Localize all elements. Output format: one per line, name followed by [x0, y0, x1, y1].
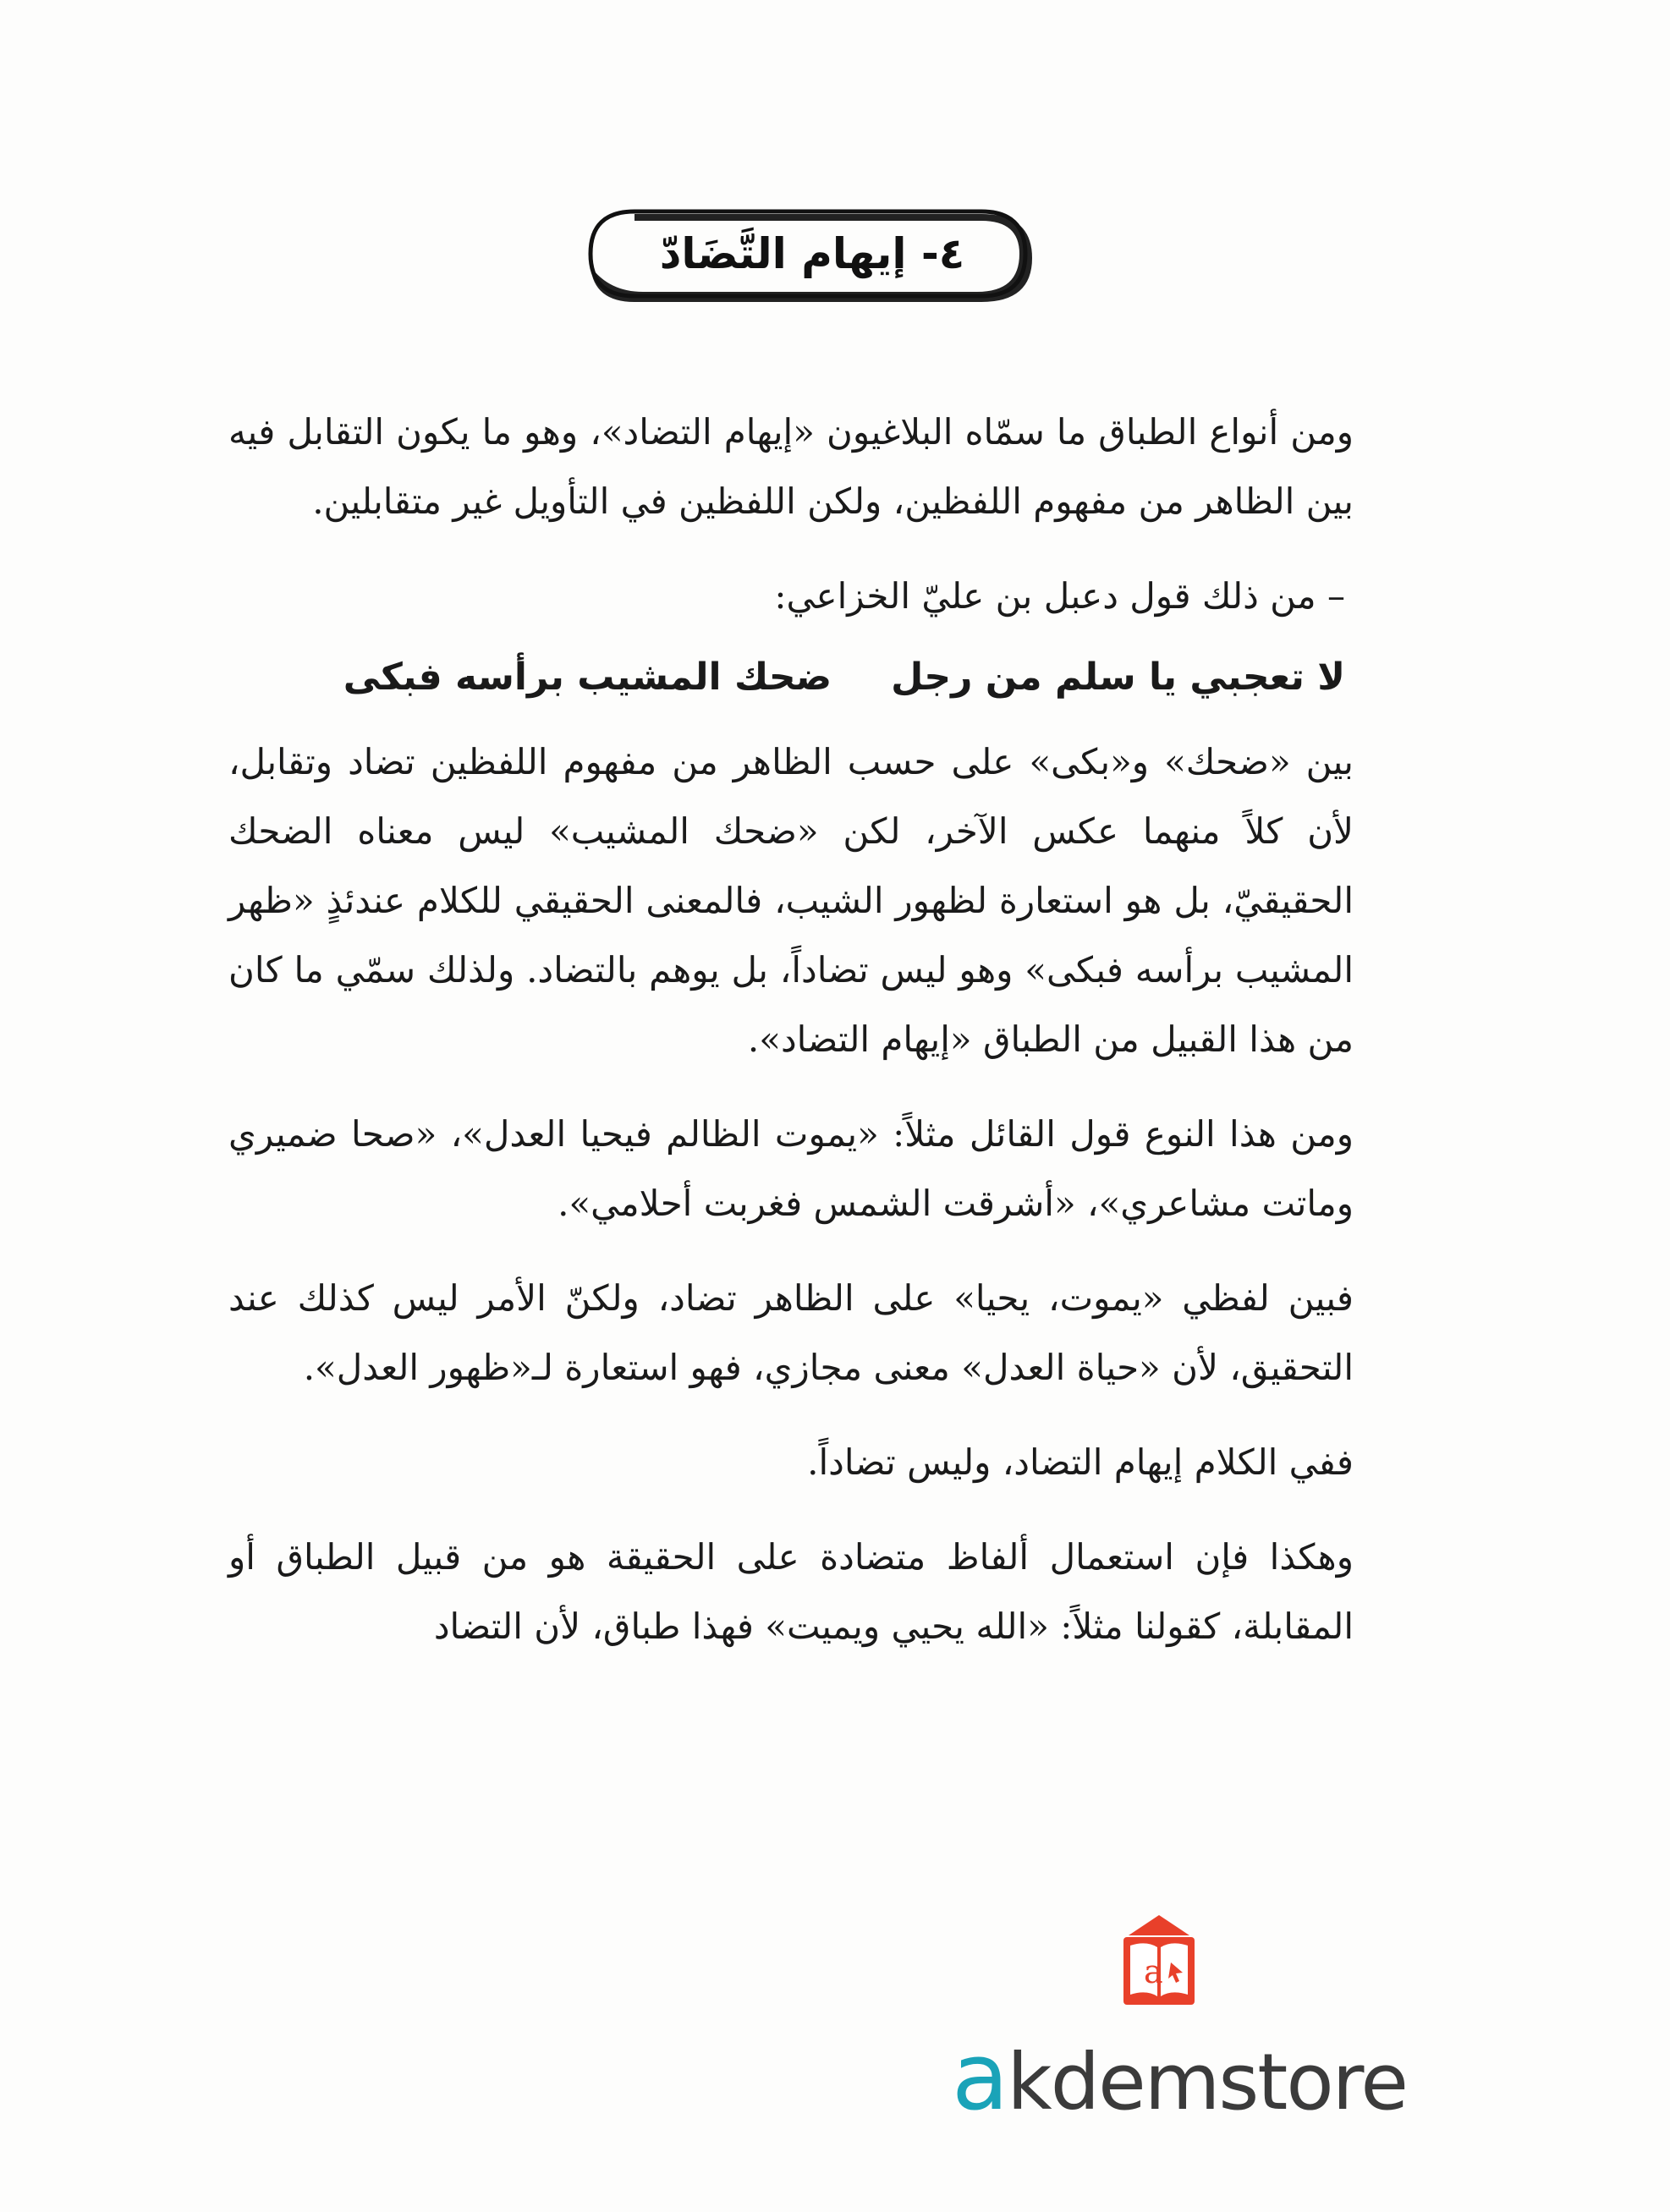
paragraph-explanation: بين «ضحك» و«بكى» على حسب الظاهر من مفهوم اللفظين تضاد وتقابل، لأن كلاً منهما عكس الآخر، لكن «ضحك المشيب» ليس معناه الضحك الحقيقيّ، بل هو استعارة لظهور الشيب، فالمعنى الحقيقي للكلام عندئذٍ «ظهر المشيب برأسه فبكى» وهو ليس تضاداً، بل يوهم بالتضاد. ولذلك سمّي ما كان من هذا القبيل من الطباق «إيهام التضاد». [228, 741, 1354, 1060]
verse-first-hemistich: لا تعجبي يا سلم من رجل [891, 656, 1345, 699]
logo-wordmark [952, 2023, 1408, 2131]
paragraph-examples: ومن هذا النوع قول القائل مثلاً: «يموت الظالم فيحيا العدل»، «صحا ضميري وماتت مشاعري»، «أشرقت الشمس فغربت أحلامي». [228, 1113, 1354, 1224]
poem-introduction: – من ذلك قول دعبل بن عليّ الخزاعي: [774, 575, 1345, 617]
paragraph-conclusion: ففي الكلام إيهام التضاد، وليس تضاداً. [807, 1441, 1354, 1483]
section-title-banner [584, 207, 1041, 309]
paragraph-intro: ومن أنواع الطباق ما سمّاه البلاغيون «إيهام التضاد»، وهو ما يكون التقابل فيه بين الظاهر من مفهوم اللفظين، ولكن اللفظين في التأويل غير متقابلين. [228, 411, 1354, 522]
verse-second-hemistich: ضحك المشيب برأسه فبكى [343, 656, 832, 699]
body-text [228, 398, 1354, 1687]
logo-accent-letter: a [952, 2023, 1008, 2131]
akdemstore-logo [952, 1912, 1408, 2165]
paragraph-continuation: وهكذا فإن استعمال ألفاظ متضادة على الحقيقة هو من قبيل الطباق أو المقابلة، كقولنا مثلاً: «الله يحيي ويميت» فهذا طباق، لأن التضاد [228, 1536, 1354, 1647]
paragraph-analysis: فبين لفظي «يموت، يحيا» على الظاهر تضاد، ولكنّ الأمر ليس كذلك عند التحقيق، لأن «حياة العدل» معنى مجازي، فهو استعارة لـ«ظهور العدل». [228, 1277, 1354, 1388]
book-cart-icon [1108, 1912, 1210, 2013]
logo-wordmark-rest: kdemstore [1007, 2037, 1408, 2127]
section-title: ٤- إيهام التَّضَادّ [659, 229, 965, 278]
poem-verse [228, 646, 1354, 709]
icon-letter: a [1144, 1953, 1163, 1990]
